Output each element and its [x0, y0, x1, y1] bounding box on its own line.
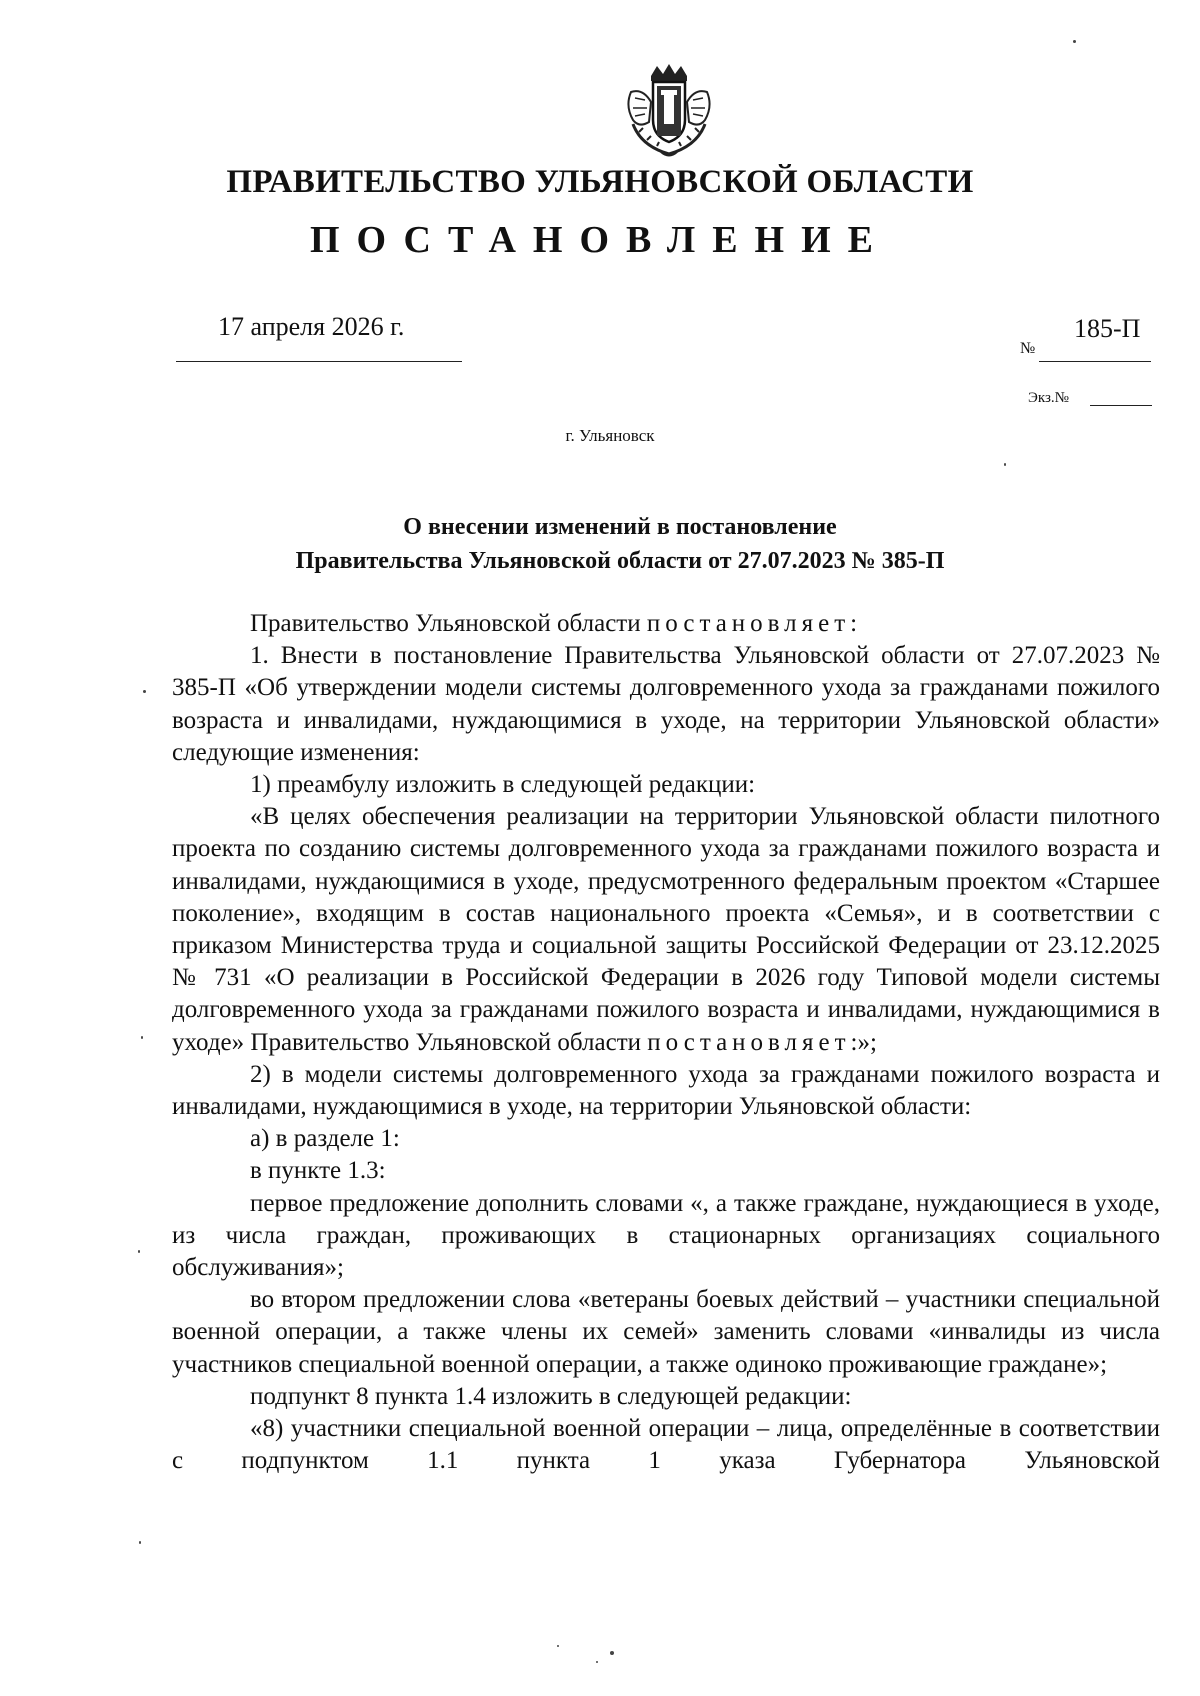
- paragraph-2: 2) в модели системы долговременного ухода за гражданами пожилого возраста и инвалидами, нуждающимися в уходе, на территории Ульяновской области:: [172, 1060, 1160, 1121]
- preamble-end: :»;: [850, 1028, 877, 1056]
- paragraph-preamble-heading: 1) преамбулу изложить в следующей редакции:: [250, 771, 756, 799]
- paragraph-subitem-8: подпункт 8 пункта 1.4 изложить в следующей редакции:: [250, 1382, 852, 1410]
- scan-speck: [1004, 463, 1006, 466]
- paragraph-section-1: а) в разделе 1:: [250, 1125, 400, 1153]
- paragraph-preamble-text: [172, 801, 1160, 1059]
- document-number: 185-П: [1074, 314, 1141, 343]
- scan-speck: [138, 1250, 140, 1253]
- scan-speck: [557, 1645, 559, 1647]
- scan-speck: [610, 1651, 614, 1655]
- document-date: 17 апреля 2026 г.: [218, 312, 405, 341]
- preamble-spaced: постановляет: [647, 1028, 851, 1056]
- subject-line-2: Правительства Ульяновской области от 27.07.2023 № 385-П: [295, 548, 945, 574]
- copy-number-underline: [1090, 405, 1152, 406]
- copy-number-label: Экз.№: [1028, 390, 1069, 406]
- document-subject: [200, 510, 1040, 578]
- preamble-text: «В целях обеспечения реализации на территории Ульяновской области пилотного проекта по созданию системы долговременного ухода за гражданами пожилого возраста и инвалидами, нуждающимися в уходе, предусмотренного федеральным проектом «Старшее поколение», входящим в состав национального проекта «Семья», и в соответствии с приказом Министерства труда и социальной защиты Российской Федерации от 23.12.2025 № 731 «О реализации в Российской Федерации в 2026 году Типовой модели системы долговременного ухода за гражданами пожилого возраста и инвалидами, нуждающимися в уходе» Правительство Ульяновской области: [172, 803, 1160, 1056]
- decree-intro-end: :: [850, 610, 858, 637]
- subject-line-1: О внесении изменений в постановление: [403, 514, 837, 540]
- scan-speck: [596, 1661, 598, 1663]
- organization-title: ПРАВИТЕЛЬСТВО УЛЬЯНОВСКОЙ ОБЛАСТИ: [226, 164, 974, 200]
- paragraph-1: 1. Внести в постановление Правительства Ульяновской области от 27.07.2023 № 385-П «Об утверждении модели системы долговременного ухода за гражданами пожилого возраста и инвалидами, нуждающимися в уходе, на территории Ульяновской области» следующие изменения:: [172, 642, 1160, 766]
- scan-speck: [1073, 40, 1076, 43]
- paragraph-first-sentence: первое предложение дополнить словами «, а также граждане, нуждающиеся в уходе, из числа граждан, проживающих в стационарных организациях социального обслуживания»;: [172, 1189, 1160, 1282]
- number-label: №: [1020, 340, 1036, 357]
- coat-of-arms-emblem: [621, 62, 717, 160]
- document-type: ПОСТАНОВЛЕНИЕ: [309, 219, 891, 261]
- scan-speck: [139, 1541, 141, 1544]
- scan-speck: [141, 1036, 143, 1039]
- paragraph-subitem-8-text: «8) участники специальной военной операции – лица, определённые в соответствии с подпунктом 1.1 пункта 1 указа Губернатора Ульяновской: [172, 1415, 1160, 1475]
- number-underline: [1039, 361, 1151, 362]
- scan-speck: [143, 690, 146, 693]
- issue-city: г. Ульяновск: [565, 426, 655, 445]
- document-body: [172, 608, 1160, 1477]
- paragraph-item-1-3: в пункте 1.3:: [250, 1157, 386, 1185]
- paragraph-second-sentence: во втором предложении слова «ветераны боевых действий – участники специальной военной операции, а также члены их семей» заменить словами «инвалиды из числа участников специальной военной операции, а также одиноко проживающие граждане»;: [172, 1286, 1160, 1378]
- decree-intro-text: Правительство Ульяновской области: [250, 610, 647, 637]
- paragraph-decree-intro: [172, 608, 1160, 640]
- decree-intro-spaced: постановляет: [646, 610, 851, 637]
- date-underline: [176, 361, 462, 362]
